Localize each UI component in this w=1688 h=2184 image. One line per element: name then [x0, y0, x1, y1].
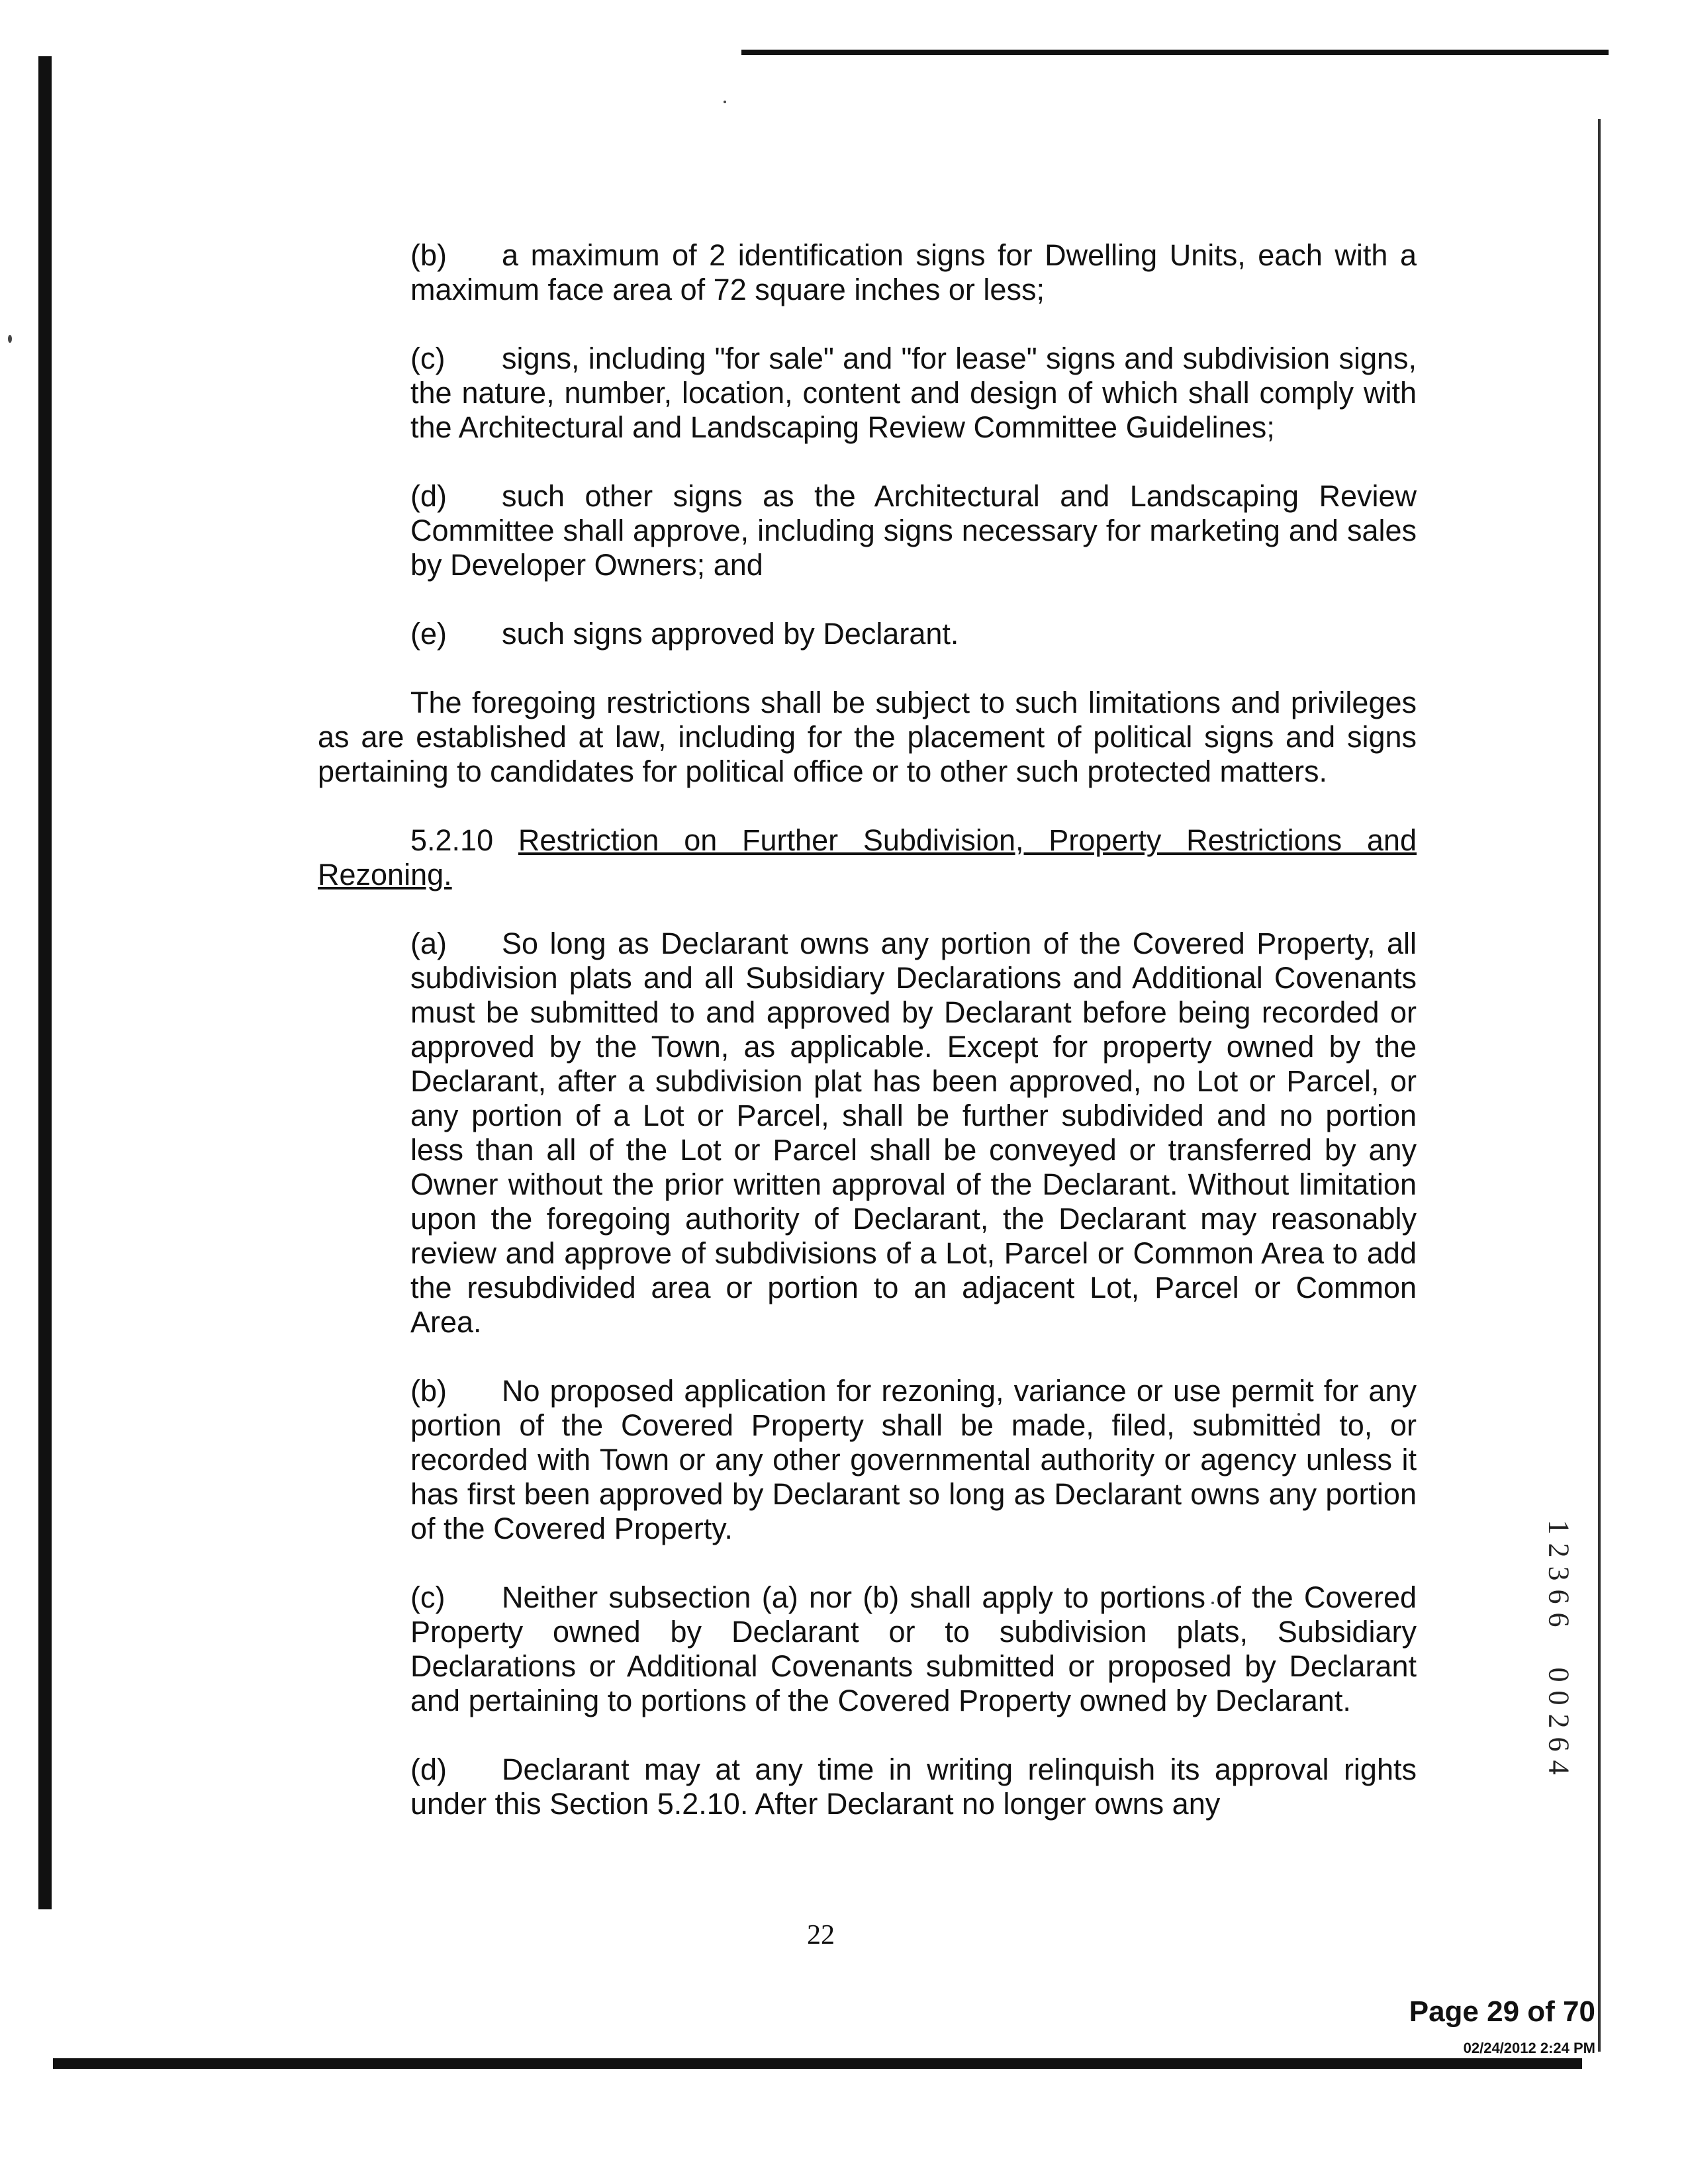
item-text: So long as Declarant owns any portion of the Covered Property, all subdivision plats and all Subsidiary Declarations and Additional Covenants must be submitted to and approved by Declarant before being recorded or approved by the Town, as applicable. Except for property owned by the Declarant, after a subdivision plat has been approved, no Lot or Parcel, or any portion of a Lot or Parcel, shall be further subdivided and no portion less than all of the Lot or Parcel shall be conveyed or transferred by any Owner without the prior written approval of the Declarant. Without limitation upon the foregoing authority of Declarant, the Declarant may reasonably review and approve of subdivisions of a Lot, Parcel or Common Area to add the resubdivided area or portion to an adjacent Lot, Parcel or Common Area.	[410, 927, 1417, 1339]
subsection-b	[318, 1374, 1417, 1546]
item-label: (d)	[410, 1752, 447, 1786]
recording-digit: 6	[1542, 1612, 1575, 1627]
recording-digit: 2	[1542, 1713, 1575, 1729]
item-label: (b)	[410, 238, 447, 272]
recording-digit: 0	[1542, 1667, 1575, 1682]
scan-edge-left	[38, 56, 52, 1909]
item-label: (c)	[410, 341, 445, 375]
page-of-total: Page 29 of 70	[1409, 1995, 1595, 2028]
item-label: (a)	[410, 927, 447, 960]
item-label: (e)	[410, 617, 447, 651]
sign-item-d	[318, 479, 1417, 582]
item-text: a maximum of 2 identification signs for Dwelling Units, each with a maximum face area of 72 square inches or less;	[410, 238, 1417, 306]
item-text: Neither subsection (a) nor (b) shall apply to portions of the Covered Property owned by Declarant or to subdivision plats, Subsidiary Declarations or Additional Covenants submitted or proposed by Declarant and pertaining to portions of the Covered Property owned by Declarant.	[410, 1580, 1417, 1717]
section-number: 5.2.10	[410, 823, 494, 857]
recording-number	[1539, 1516, 1579, 1779]
section-heading	[318, 823, 1417, 892]
scan-edge-top	[741, 50, 1609, 55]
item-text: such signs approved by Declarant.	[502, 617, 959, 651]
item-text: signs, including "for sale" and "for lease" signs and subdivision signs, the nature, number, location, content and design of which shall comply with the Architectural and Landscaping Review Committee Guidelines;	[410, 341, 1417, 444]
recording-digit: 4	[1542, 1760, 1575, 1775]
item-label: (c)	[410, 1580, 445, 1614]
scan-edge-bottom	[53, 2058, 1582, 2069]
recording-digit: 6	[1542, 1589, 1575, 1604]
foregoing-paragraph: The foregoing restrictions shall be subject to such limitations and privileges as are established at law, including for the placement of political signs and signs pertaining to candidates for political office or to other such protected matters.	[318, 686, 1417, 788]
recording-timestamp: 02/24/2012 2:24 PM	[1463, 2040, 1595, 2056]
recording-digit: 6	[1542, 1737, 1575, 1752]
sign-item-c	[318, 341, 1417, 445]
subsection-c	[318, 1580, 1417, 1718]
scan-speck	[724, 101, 726, 103]
scan-edge-right	[1598, 119, 1601, 2052]
sign-item-b	[318, 238, 1417, 307]
recording-digit: 1	[1542, 1520, 1575, 1535]
recording-digit: 2	[1542, 1543, 1575, 1558]
section-title: Restriction on Further Subdivision, Property Restrictions and Rezoning.	[318, 823, 1417, 891]
recording-digit: 3	[1542, 1566, 1575, 1581]
document-body	[318, 238, 1417, 1856]
item-label: (b)	[410, 1374, 447, 1408]
item-text: No proposed application for rezoning, variance or use permit for any portion of the Covered Property shall be made, filed, submitted to, or recorded with Town or any other governmental authority or agency unless it has first been approved by Declarant so long as Declarant owns any portion of the Covered Property.	[410, 1374, 1417, 1545]
item-label: (d)	[410, 479, 447, 513]
subsection-d	[318, 1752, 1417, 1821]
subsection-a	[318, 927, 1417, 1340]
scan-speck	[8, 335, 12, 343]
sign-item-e	[318, 617, 1417, 651]
item-text: such other signs as the Architectural and Landscaping Review Committee shall approve, including signs necessary for marketing and sales by Developer Owners; and	[410, 479, 1417, 582]
page-number: 22	[807, 1920, 835, 1950]
recording-digit: 0	[1542, 1690, 1575, 1706]
item-text: Declarant may at any time in writing relinquish its approval rights under this Section 5.2.10. After Declarant no longer owns any	[410, 1752, 1417, 1821]
